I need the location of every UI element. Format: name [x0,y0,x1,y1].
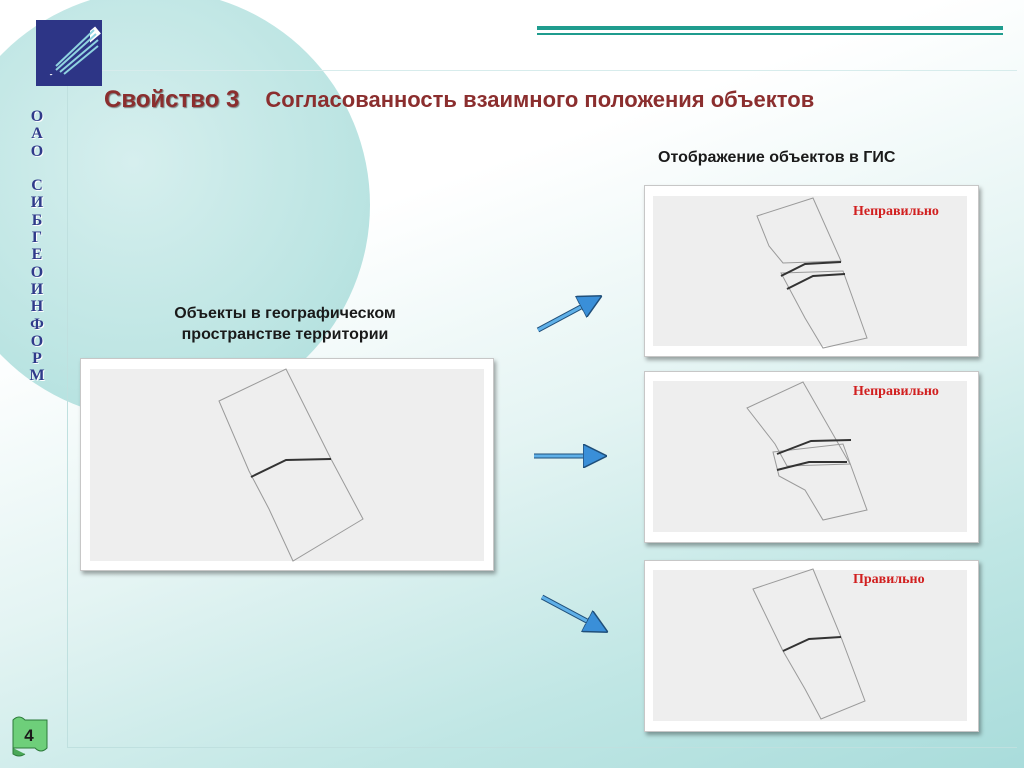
page-number-badge [7,714,51,758]
brand-letter: О [30,108,44,125]
status-label: Неправильно [853,204,939,219]
decorative-line [537,33,1003,35]
decorative-line [537,26,1003,30]
status-label: Неправильно [853,384,939,399]
parcel-drawing [645,561,978,731]
brand-letter: С [31,177,43,195]
gis-panel-correct [644,560,979,732]
gis-panel-incorrect-overlap [644,371,979,543]
gis-caption: Отображение объектов в ГИС [658,149,896,166]
brand-letter: Е [31,246,43,264]
vertical-brand-text [22,108,52,385]
page-number: 4 [24,726,34,745]
brand-letter: О [30,263,44,281]
gis-panel-incorrect-gap [644,185,979,357]
brand-letter: И [30,280,44,298]
org-logo-icon [36,20,102,86]
brand-letter: Б [31,211,43,229]
slide-title [104,86,814,114]
property-label: Свойство 3 [104,86,240,113]
parcel-drawing [81,359,493,570]
brand-letter: Н [30,298,44,316]
status-label: Правильно [853,572,925,587]
caption-line: пространстве территории [181,326,389,343]
caption-line: Объекты в географическом [174,305,396,322]
brand-letter: О [30,142,44,160]
brand-letter: О [30,332,44,350]
frame-line [67,747,1017,748]
frame-line [67,70,68,748]
brand-letter [22,160,52,177]
geo-space-caption [130,303,440,345]
brand-letter: А [31,125,43,143]
brand-letter: Г [31,229,43,247]
title-text: Согласованность взаимного положения объектов [265,87,815,112]
brand-letter: Р [32,350,42,368]
brand-letter: И [30,194,44,212]
brand-letter: Ф [30,315,44,333]
brand-letter: М [29,367,45,385]
geo-objects-panel [80,358,494,571]
frame-line [67,70,1017,71]
